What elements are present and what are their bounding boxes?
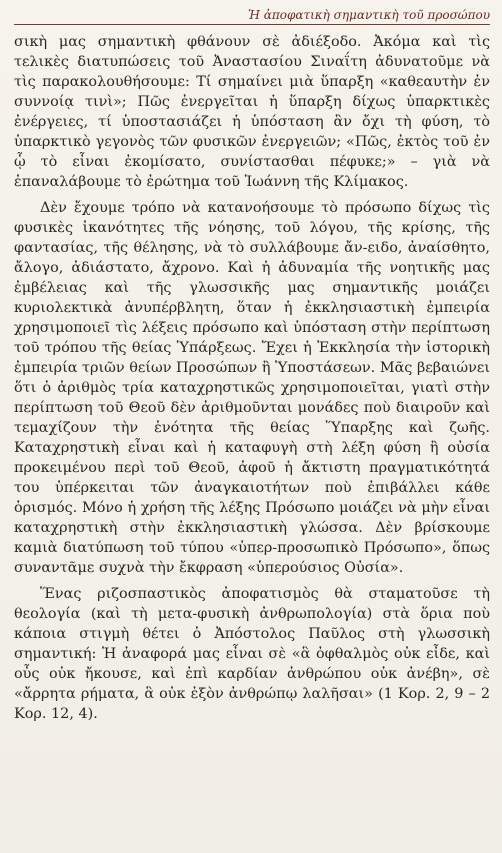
paragraph-continuation: σικὴ μας σημαντικὴ φθάνουν σὲ ἀδιέξοδο. Ἀκόμα καὶ τὶς τελικὲς διατυπώσεις τοῦ Ἀναστασίου Σιναΐτη ἀδυνατοῦμε νὰ τὶς παρακολουθήσουμε: Τί σημαίνει μιὰ ὕπαρξη «καθεαυτὴν ἐν συννοίᾳ τινὶ»; Πῶς ἐνεργεῖται ἡ ὕπαρξη δίχως ὑπαρκτικὲς ἐνέργειες, τί ὑποστασιάζει ἡ ὑπόσταση ἂν ὄχι τὴ φύση, τὸ ὑπαρκτικὸ γεγονὸς τῶν φυσικῶν ἐνεργειῶν; «Πῶς, ἐκτὸς τοῦ ἐν ᾧ τὸ εἶναι ἐκομίσατο, συνίστασθαι πέφυκε;» – γιὰ νὰ ἐπαναλάβουμε τὸ ἐρώτημα τοῦ Ἰωάννη τῆς Κλίμακος. — [14, 34, 490, 190]
body-text — [14, 32, 490, 724]
paragraph-2: Δὲν ἔχουμε τρόπο νὰ κατανοήσουμε τὸ πρόσωπο δίχως τὶς φυσικὲς ἱκανότητες τῆς νόησης, τοῦ λόγου, τῆς κρίσης, τῆς φαντασίας, τῆς θέλησης, νὰ τὸ συλλάβουμε ἄν-ειδο, ἀναίσθητο, ἄλογο, ἀδιάστατο, ἄχρονο. Καὶ ἡ ἀδυναμία τῆς νοητικῆς μας ἐμβέλειας καὶ τῆς γλωσσικῆς μας σημαντικῆς μοιάζει κυριολεκτικὰ ἀνυπέρβλητη, ὅταν ἡ ἐκκλησιαστικὴ ἐμπειρία χρησιμοποιεῖ τὶς λέξεις πρόσωπο καὶ ὑπόσταση στὴν περίπτωση τοῦ τρόπου τῆς θείας Ὑπάρξεως. Ἔχει ἡ Ἐκκλησία τὴν ἱστορικὴ ἐμπειρία τριῶν θείων Προσώπων ἢ Ὑποστάσεων. Μᾶς βεβαιώνει ὅτι ὁ ἀριθμὸς τρία καταχρηστικῶς χρησιμοποιεῖται, γιατὶ στὴν περίπτωση τοῦ Θεοῦ δὲν ἀριθμοῦνται μονάδες ποὺ διαιροῦν καὶ τεμαχίζουν τὴν ἑνότητα τῆς θείας Ὕπαρξης καὶ ζωῆς. Καταχρηστικὴ εἶναι καὶ ἡ καταφυγὴ στὴ λέξη φύση ἢ οὐσία προκειμένου περὶ τοῦ Θεοῦ, ἀφοῦ ἡ ἄκτιστη πραγματικότητά του ὑπέρκειται τῶν ἀναγκαιοτήτων ποὺ ἐπιβάλλει κάθε ὁρισμός. Μόνο ἡ χρήση τῆς λέξης Πρόσωπο μοιάζει νὰ μὴν εἶναι καταχρηστικὴ στὴν ἐκκλησιαστικὴ γλώσσα. Δὲν βρίσκουμε καμιὰ διατύπωση τοῦ τύπου «ὑπερ-προσωπικὸ Πρόσωπο», ὅπως συναντᾶμε συχνὰ τὴν ἔκφραση «ὑπερούσιος Οὐσία». — [14, 200, 490, 576]
paragraph-3: Ἕνας ριζοσπαστικὸς ἀποφατισμὸς θὰ σταματοῦσε τὴ θεολογία (καὶ τὴ μετα-φυσικὴ ἀνθρωπολογία) στὰ ὅρια ποὺ κάποια στιγμὴ θέτει ὁ Ἀπόστολος Παῦλος στὴ γλωσσικὴ σημαντική: Ἡ ἀναφορά μας εἶναι σὲ «ἃ ὀφθαλμὸς οὐκ εἶδε, καὶ οὖς οὐκ ἤκουσε, καὶ ἐπὶ καρδίαν ἀνθρώπου οὐκ ἀνέβη», σὲ «ἄρρητα ρήματα, ἃ οὐκ ἐξὸν ἀνθρώπῳ λαλῆσαι» (1 Κορ. 2, 9 – 2 Κορ. 12, 4). — [14, 586, 490, 722]
running-header: Ἡ ἀποφατικὴ σημαντικὴ τοῦ προσώπου — [14, 8, 490, 25]
